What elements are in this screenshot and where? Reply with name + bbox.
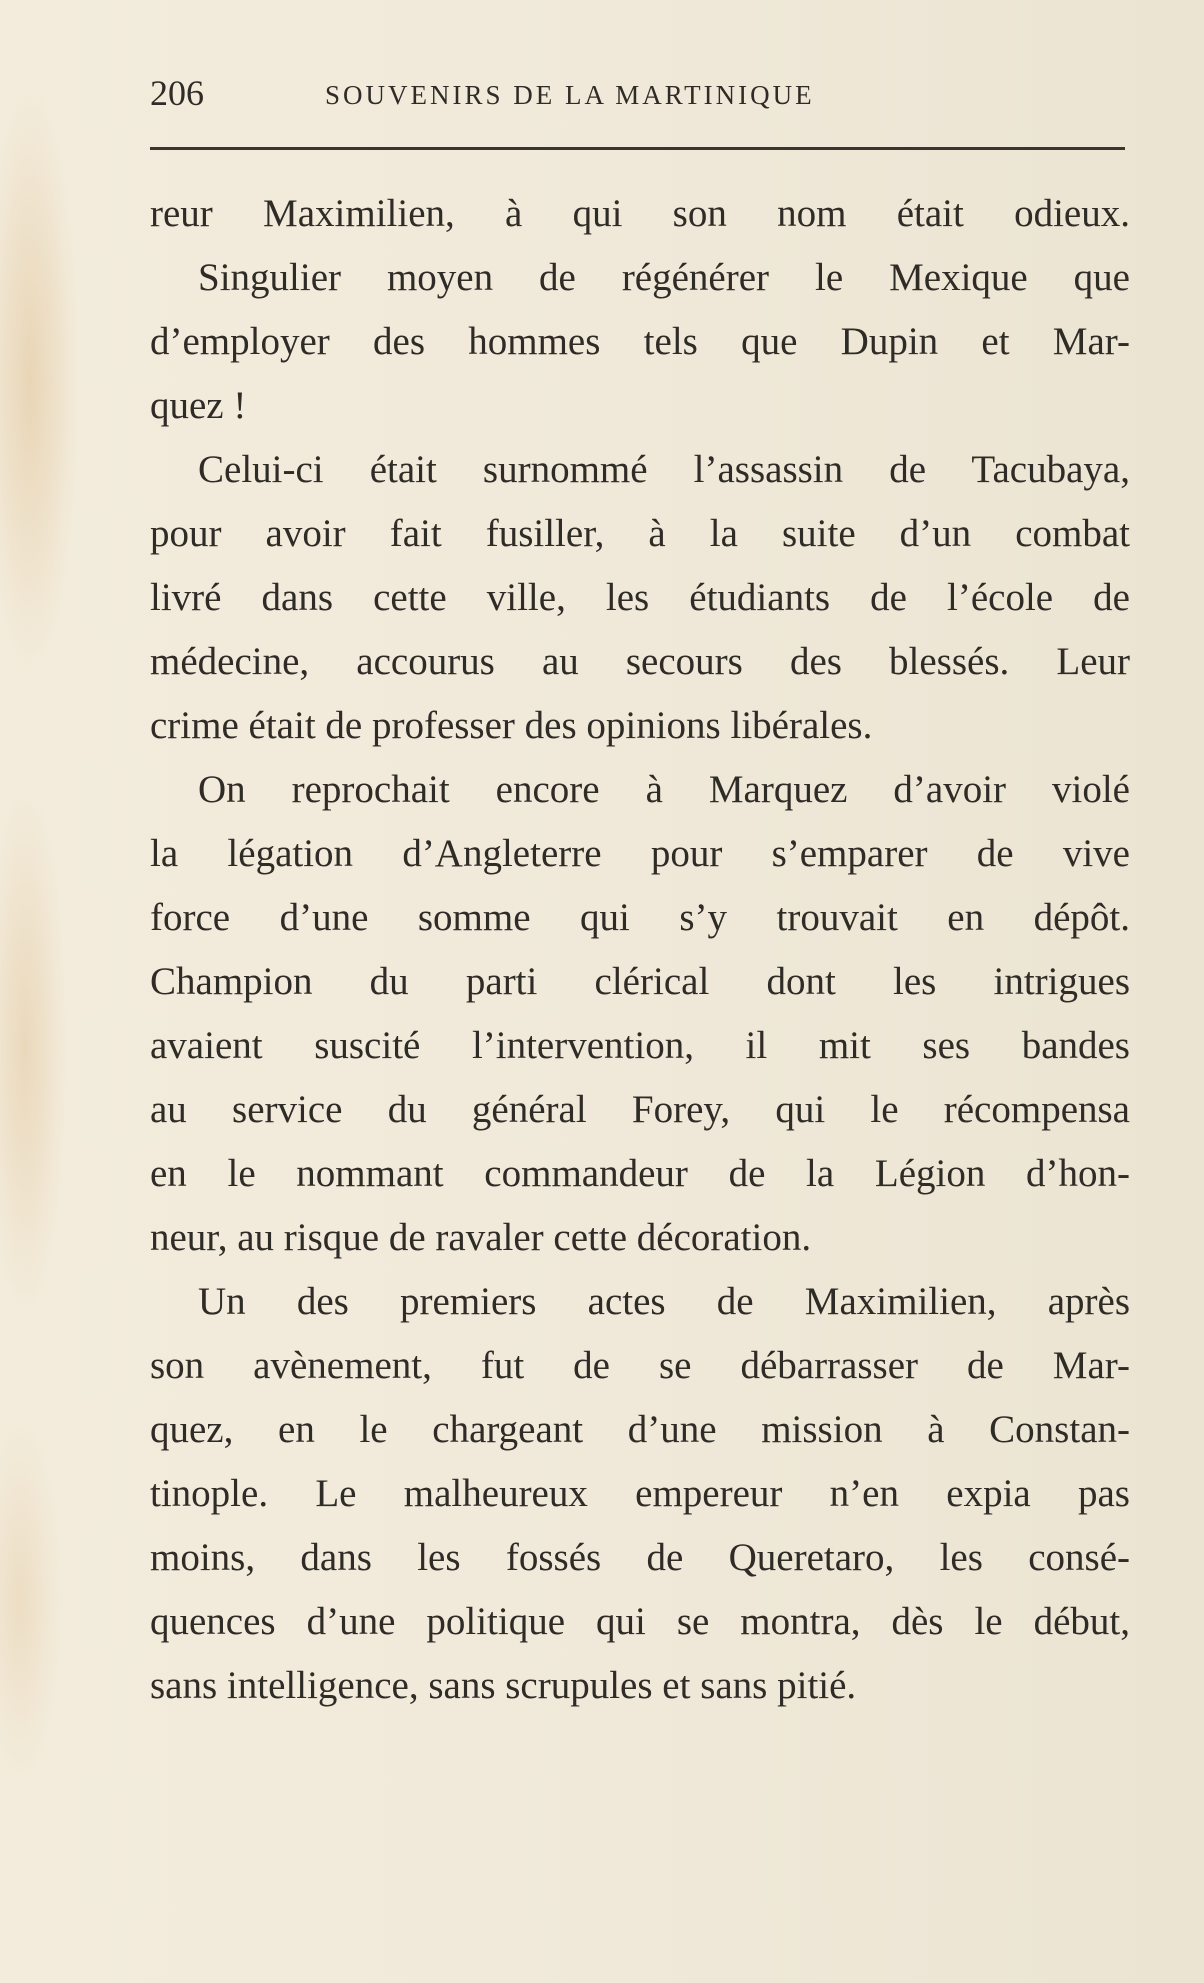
text-line: livré dans cette ville, les étudiants de l’école de <box>150 576 1130 619</box>
text-line: reur Maximilien, à qui son nom était odieux. <box>150 192 1130 235</box>
text-line: Un des premiers actes de Maximilien, après <box>198 1280 1130 1323</box>
text-line: au service du général Forey, qui le récompensa <box>150 1088 1130 1131</box>
text-line: la légation d’Angleterre pour s’emparer de vive <box>150 832 1130 875</box>
text-line: sans intelligence, sans scrupules et sans pitié. <box>150 1664 857 1707</box>
text-line: quez, en le chargeant d’une mission à Constan- <box>150 1408 1130 1451</box>
page-header <box>150 72 1125 122</box>
page-number: 206 <box>150 73 204 113</box>
text-line: crime était de professer des opinions libérales. <box>150 704 873 747</box>
body-text <box>150 182 1130 1718</box>
text-line: en le nommant commandeur de la Légion d’hon- <box>150 1152 1130 1195</box>
text-line: moins, dans les fossés de Queretaro, les consé- <box>150 1536 1130 1579</box>
text-line: médecine, accourus au secours des blessés. Leur <box>150 640 1130 683</box>
text-line: Champion du parti clérical dont les intrigues <box>150 960 1130 1003</box>
text-line: pour avoir fait fusiller, à la suite d’un combat <box>150 512 1130 555</box>
text-line: On reprochait encore à Marquez d’avoir violé <box>198 768 1130 811</box>
running-title: SOUVENIRS DE LA MARTINIQUE <box>325 80 815 110</box>
text-line: force d’une somme qui s’y trouvait en dépôt. <box>150 896 1130 939</box>
text-line: quez ! <box>150 384 247 427</box>
text-line: avaient suscité l’intervention, il mit ses bandes <box>150 1024 1130 1067</box>
text-line: Celui-ci était surnommé l’assassin de Tacubaya, <box>198 448 1130 491</box>
text-line: d’employer des hommes tels que Dupin et Mar- <box>150 320 1130 363</box>
text-line: quences d’une politique qui se montra, dès le début, <box>150 1600 1130 1643</box>
text-line: Singulier moyen de régénérer le Mexique que <box>198 256 1130 299</box>
header-rule <box>150 147 1125 150</box>
text-line: son avènement, fut de se débarrasser de Mar- <box>150 1344 1130 1387</box>
text-line: neur, au risque de ravaler cette décoration. <box>150 1216 812 1259</box>
text-line: tinople. Le malheureux empereur n’en expia pas <box>150 1472 1130 1515</box>
